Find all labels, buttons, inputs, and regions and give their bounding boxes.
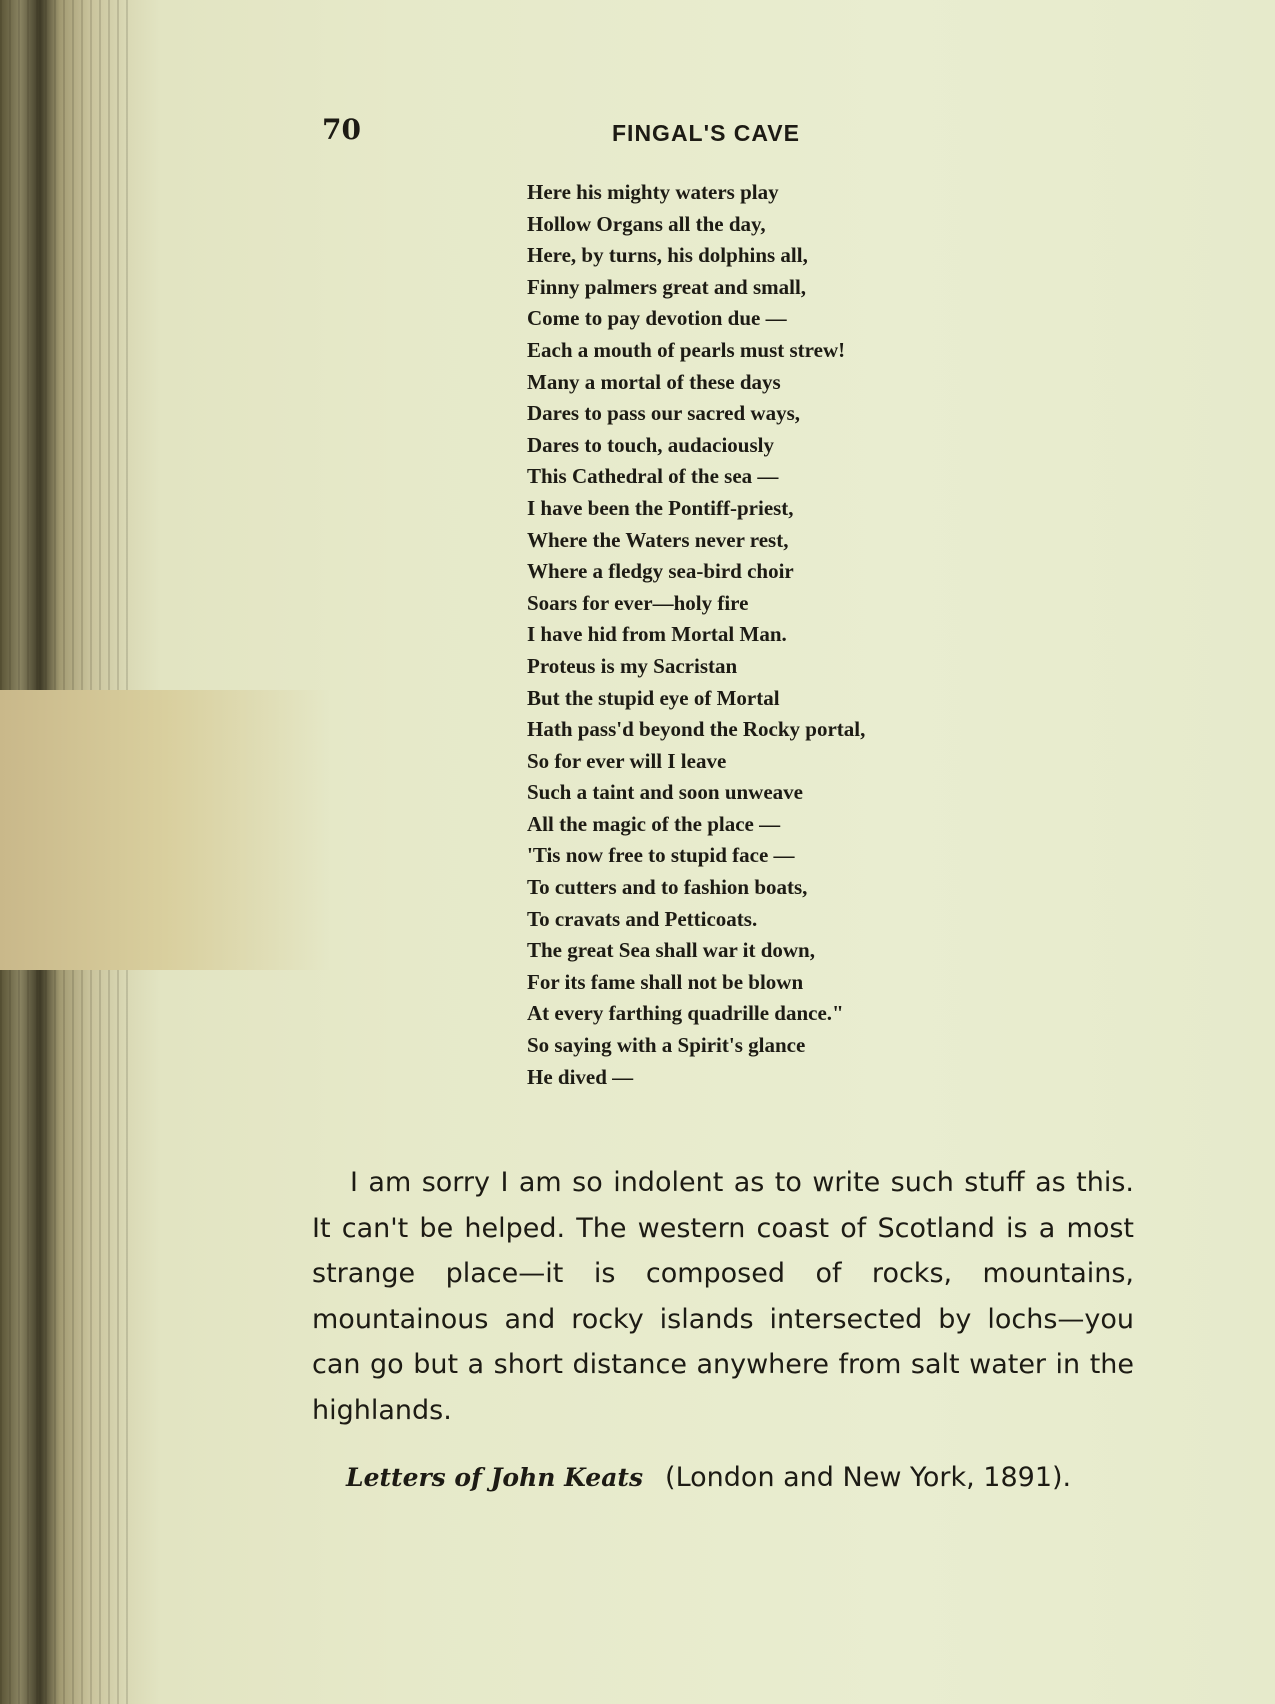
poem-line: Each a mouth of pearls must strew! xyxy=(527,337,846,362)
poem-line: Hollow Organs all the day, xyxy=(527,211,766,236)
poem-line: So saying with a Spirit's glance xyxy=(527,1033,806,1058)
prose-text: I am sorry I am so indolent as to write such stuff as this. It can't be helped. The western coast of Scotland is a most strange place—it is composed of rocks, mountains, mountainous and rocky islands intersected by lochs—you can go but a short distance anywhere from salt water in the highlands. xyxy=(312,1167,1134,1426)
poem-line: Dares to pass our sacred ways, xyxy=(527,401,801,426)
poem-line: This Cathedral of the sea — xyxy=(527,464,779,489)
poem-line: To cravats and Petticoats. xyxy=(527,906,758,931)
poem-line: I have been the Pontiff-priest, xyxy=(527,495,794,520)
poem-line: For its fame shall not be blown xyxy=(527,969,804,994)
citation-details: (London and New York, 1891). xyxy=(665,1462,1072,1493)
prose-paragraph xyxy=(312,1160,1134,1434)
poem-line: Such a taint and soon unweave xyxy=(527,780,803,805)
page-discoloration xyxy=(0,690,330,970)
poem-line: He dived — xyxy=(527,1064,634,1089)
poem-line: I have hid from Mortal Man. xyxy=(527,622,787,647)
poem-line: Here, by turns, his dolphins all, xyxy=(527,243,808,268)
poem-line: Finny palmers great and small, xyxy=(527,274,807,299)
citation xyxy=(346,1462,1071,1493)
poem-line: To cutters and to fashion boats, xyxy=(527,875,808,900)
poem-line: Come to pay devotion due — xyxy=(527,306,787,331)
poem-line: Where the Waters never rest, xyxy=(527,527,789,552)
poem-line: Where a fledgy sea-bird choir xyxy=(527,559,794,584)
page-number: 70 xyxy=(322,113,361,146)
poem-line: Proteus is my Sacristan xyxy=(527,653,738,678)
poem-line: Soars for ever—holy fire xyxy=(527,590,749,615)
poem-line: Here his mighty waters play xyxy=(527,180,779,204)
poem-line: Many a mortal of these days xyxy=(527,369,781,394)
poem-line: 'Tis now free to stupid face — xyxy=(527,843,795,868)
poem-line: Hath pass'd beyond the Rocky portal, xyxy=(527,717,866,742)
poem-line: All the magic of the place — xyxy=(527,811,781,836)
citation-title: Letters of John Keats xyxy=(346,1463,644,1492)
poem-line: Dares to touch, audaciously xyxy=(527,432,774,457)
running-title: FINGAL'S CAVE xyxy=(612,120,800,146)
poem-line: But the stupid eye of Mortal xyxy=(527,685,780,710)
poem-line: At every farthing quadrille dance." xyxy=(527,1001,844,1026)
poem-line: So for ever will I leave xyxy=(527,748,727,773)
poem-line: The great Sea shall war it down, xyxy=(527,938,815,963)
poem xyxy=(527,177,865,1093)
